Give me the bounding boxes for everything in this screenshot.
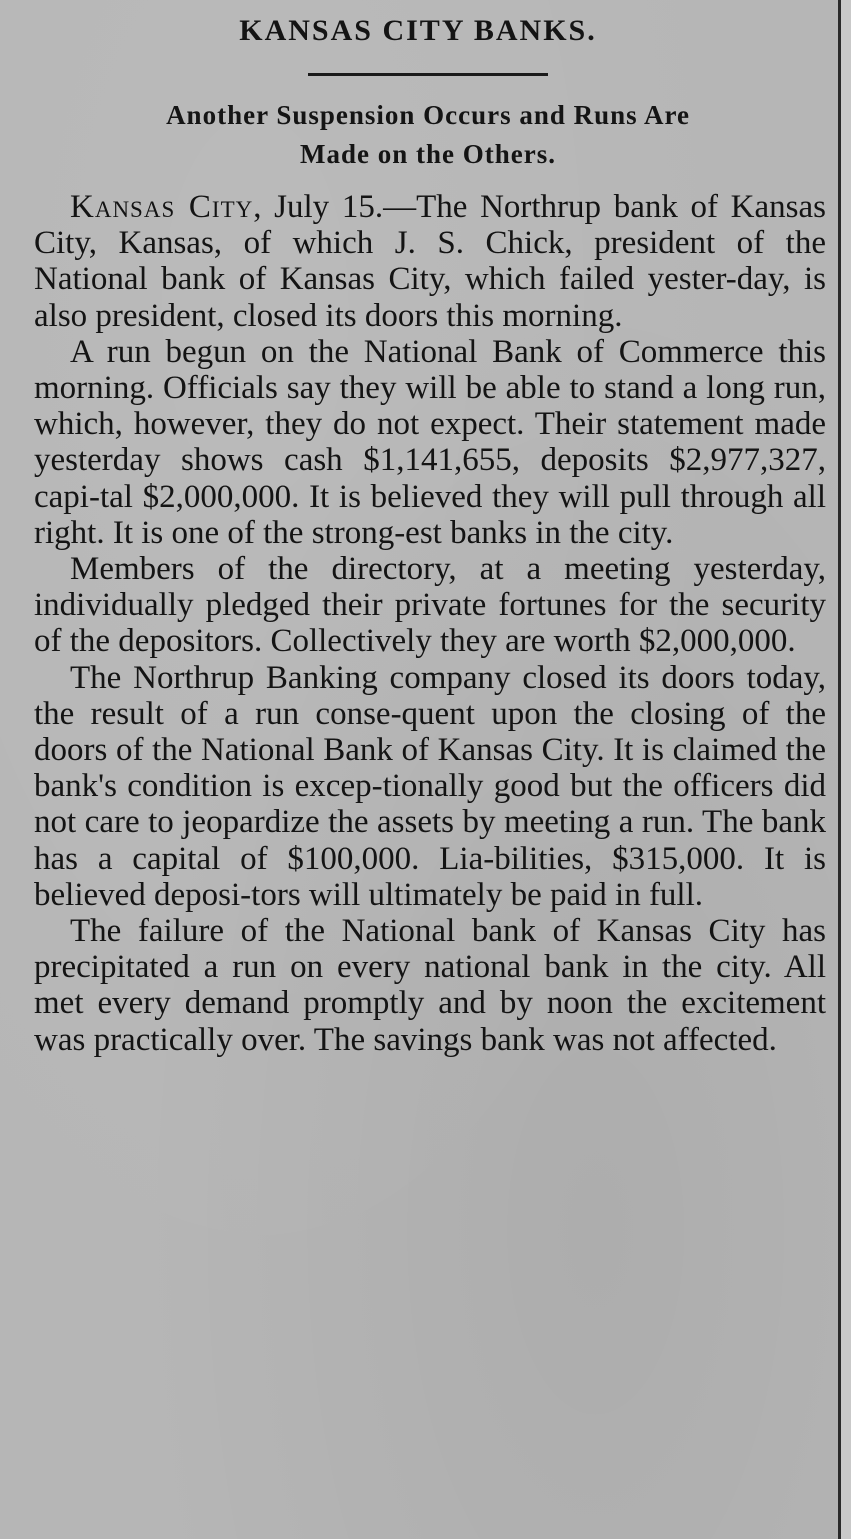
- paragraph-1-text: , July 15.—The Northrup bank of Kansas City, Kansas, of which J. S. Chick, president of the National bank of Kansas City, which failed yester-day, is also president, closed its doors this morning.: [34, 189, 826, 334]
- article-paragraph-1: [34, 189, 826, 334]
- article-paragraph-3: Members of the directory, at a meeting yesterday, individually pledged their private fortunes for the security of the depositors. Collectively they are worth $2,000,000.: [34, 551, 826, 660]
- article-paragraph-5: The failure of the National bank of Kansas City has precipitated a run on every national bank in the city. All met every demand promptly and by noon the excitement was practically over. The savings bank was not affected.: [34, 913, 826, 1058]
- page-margin: [841, 0, 851, 1539]
- subheadline-line-2: Made on the Others.: [300, 139, 556, 169]
- article-body: [34, 189, 826, 1058]
- article-paragraph-4: The Northrup Banking company closed its doors today, the result of a run conse-quent upon the closing of the doors of the National Bank of Kansas City. It is claimed the bank's condition is excep-tionally good but the officers did not care to jeopardize the assets by meeting a run. The bank has a capital of $100,000. Lia-bilities, $315,000. It is believed deposi-tors will ultimately be paid in full.: [34, 659, 826, 913]
- article-subheadline: [20, 96, 836, 174]
- article-headline: KANSAS CITY BANKS.: [239, 14, 597, 47]
- headline-divider: [308, 73, 548, 76]
- article-paragraph-2: A run begun on the National Bank of Commerce this morning. Officials say they will be able to stand a long run, which, however, they do not expect. Their statement made yesterday shows cash $1,141,655, deposits $2,977,327, capi-tal $2,000,000. It is believed they will pull through all right. It is one of the strong-est banks in the city.: [34, 333, 826, 551]
- dateline: Kansas City: [70, 189, 254, 225]
- subheadline-line-1: Another Suspension Occurs and Runs Are: [166, 100, 690, 130]
